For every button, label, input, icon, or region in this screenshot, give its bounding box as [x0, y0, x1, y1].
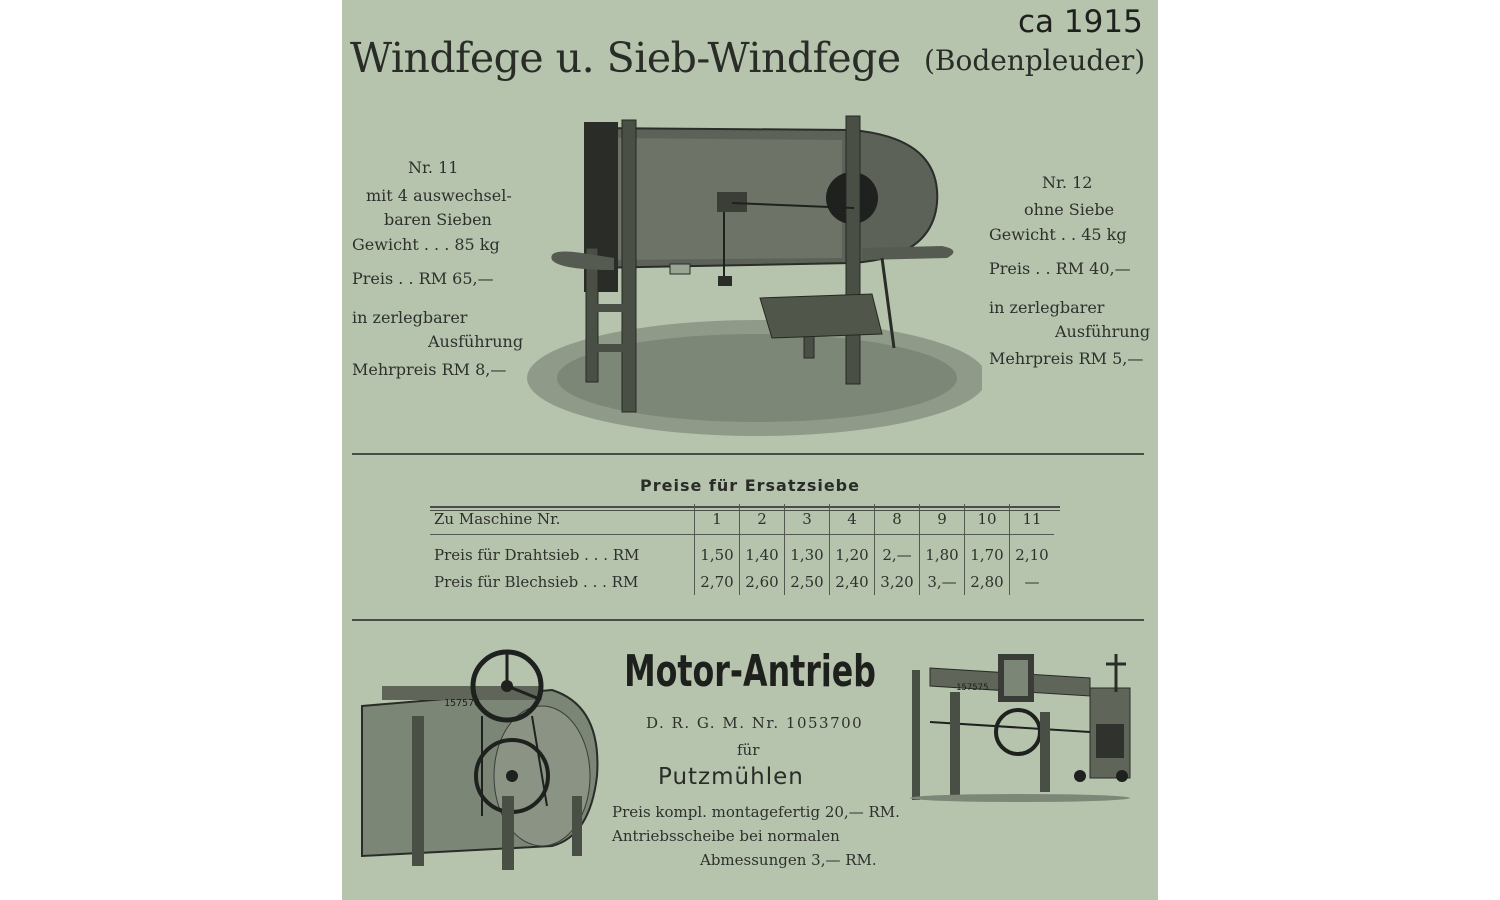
price-cell: 1,30 — [785, 535, 830, 569]
machine-number: 4 — [830, 504, 875, 535]
model-11-price: Preis . . RM 65,— — [352, 269, 494, 288]
machine-plate-right: 157575 — [956, 683, 989, 693]
spare-sieves-title: Preise für Ersatzsiebe — [640, 476, 860, 495]
motor-for: für — [737, 741, 760, 759]
motor-price-line3: Abmessungen 3,— RM. — [700, 851, 877, 869]
price-cell: 2,60 — [740, 568, 785, 595]
price-cell: 2,80 — [965, 568, 1010, 595]
page-title: Windfege u. Sieb-Windfege — [350, 34, 901, 82]
spare-sieves-table — [430, 504, 1054, 595]
model-12-number: Nr. 12 — [1042, 173, 1093, 192]
motor-patent-number: D. R. G. M. Nr. 1053700 — [646, 714, 864, 732]
model-11-disassembly-line1: in zerlegbarer — [352, 308, 468, 327]
machine-number: 8 — [875, 504, 920, 535]
price-cell: 2,50 — [785, 568, 830, 595]
price-cell: 2,70 — [695, 568, 740, 595]
motor-price-line2: Antriebsscheibe bei normalen — [612, 827, 840, 845]
price-cell: 1,70 — [965, 535, 1010, 569]
model-11-description-line1: mit 4 auswechsel- — [366, 186, 512, 205]
model-11-number: Nr. 11 — [408, 158, 459, 177]
price-cell: 2,40 — [830, 568, 875, 595]
model-12-disassembly-line2: Ausführung — [1055, 322, 1151, 341]
winnowing-machine-illustration — [522, 108, 982, 438]
model-11-description-line2: baren Sieben — [384, 210, 492, 229]
machine-number: 2 — [740, 504, 785, 535]
row-label: Preis für Drahtsieb . . . RM — [434, 545, 640, 564]
price-cell: 3,— — [920, 568, 965, 595]
catalog-page — [342, 0, 1158, 900]
machine-number: 10 — [965, 504, 1010, 535]
table-row-sheet-sieve — [430, 568, 1054, 595]
table-header-label: Zu Maschine Nr. — [430, 504, 695, 535]
price-cell: 1,20 — [830, 535, 875, 569]
table-header-row — [430, 504, 1054, 535]
table-row-wire-sieve — [430, 535, 1054, 569]
price-cell: 2,— — [875, 535, 920, 569]
price-cell: 1,50 — [695, 535, 740, 569]
price-cell: 1,80 — [920, 535, 965, 569]
model-12-surcharge: Mehrpreis RM 5,— — [989, 349, 1144, 368]
motor-drive-illustration-right — [890, 652, 1138, 802]
model-12-weight: Gewicht . . 45 kg — [989, 225, 1127, 244]
price-cell: — — [1010, 568, 1055, 595]
divider-bottom — [352, 619, 1144, 621]
year-note: ca 1915 — [1018, 4, 1143, 40]
price-cell: 1,40 — [740, 535, 785, 569]
divider-top — [352, 453, 1144, 455]
motor-price-line1: Preis kompl. montagefertig 20,— RM. — [612, 803, 900, 821]
machine-number: 1 — [695, 504, 740, 535]
price-cell: 2,10 — [1010, 535, 1055, 569]
model-12-disassembly-line1: in zerlegbarer — [989, 298, 1105, 317]
model-11-disassembly-line2: Ausführung — [428, 332, 524, 351]
model-11-weight: Gewicht . . . 85 kg — [352, 235, 500, 254]
price-cell: 3,20 — [875, 568, 920, 595]
model-12-price: Preis . . RM 40,— — [989, 259, 1131, 278]
machine-number: 3 — [785, 504, 830, 535]
machine-plate-left: 157576 — [444, 698, 481, 709]
row-label: Preis für Blechsieb . . . RM — [434, 572, 639, 591]
machine-number: 9 — [920, 504, 965, 535]
model-12-description: ohne Siebe — [1024, 200, 1115, 219]
machine-number: 11 — [1010, 504, 1055, 535]
page-subtitle: (Bodenpleuder) — [924, 44, 1146, 77]
motor-drive-title: Motor-Antrieb — [624, 646, 876, 697]
motor-product: Putzmühlen — [658, 764, 804, 790]
model-11-surcharge: Mehrpreis RM 8,— — [352, 360, 507, 379]
